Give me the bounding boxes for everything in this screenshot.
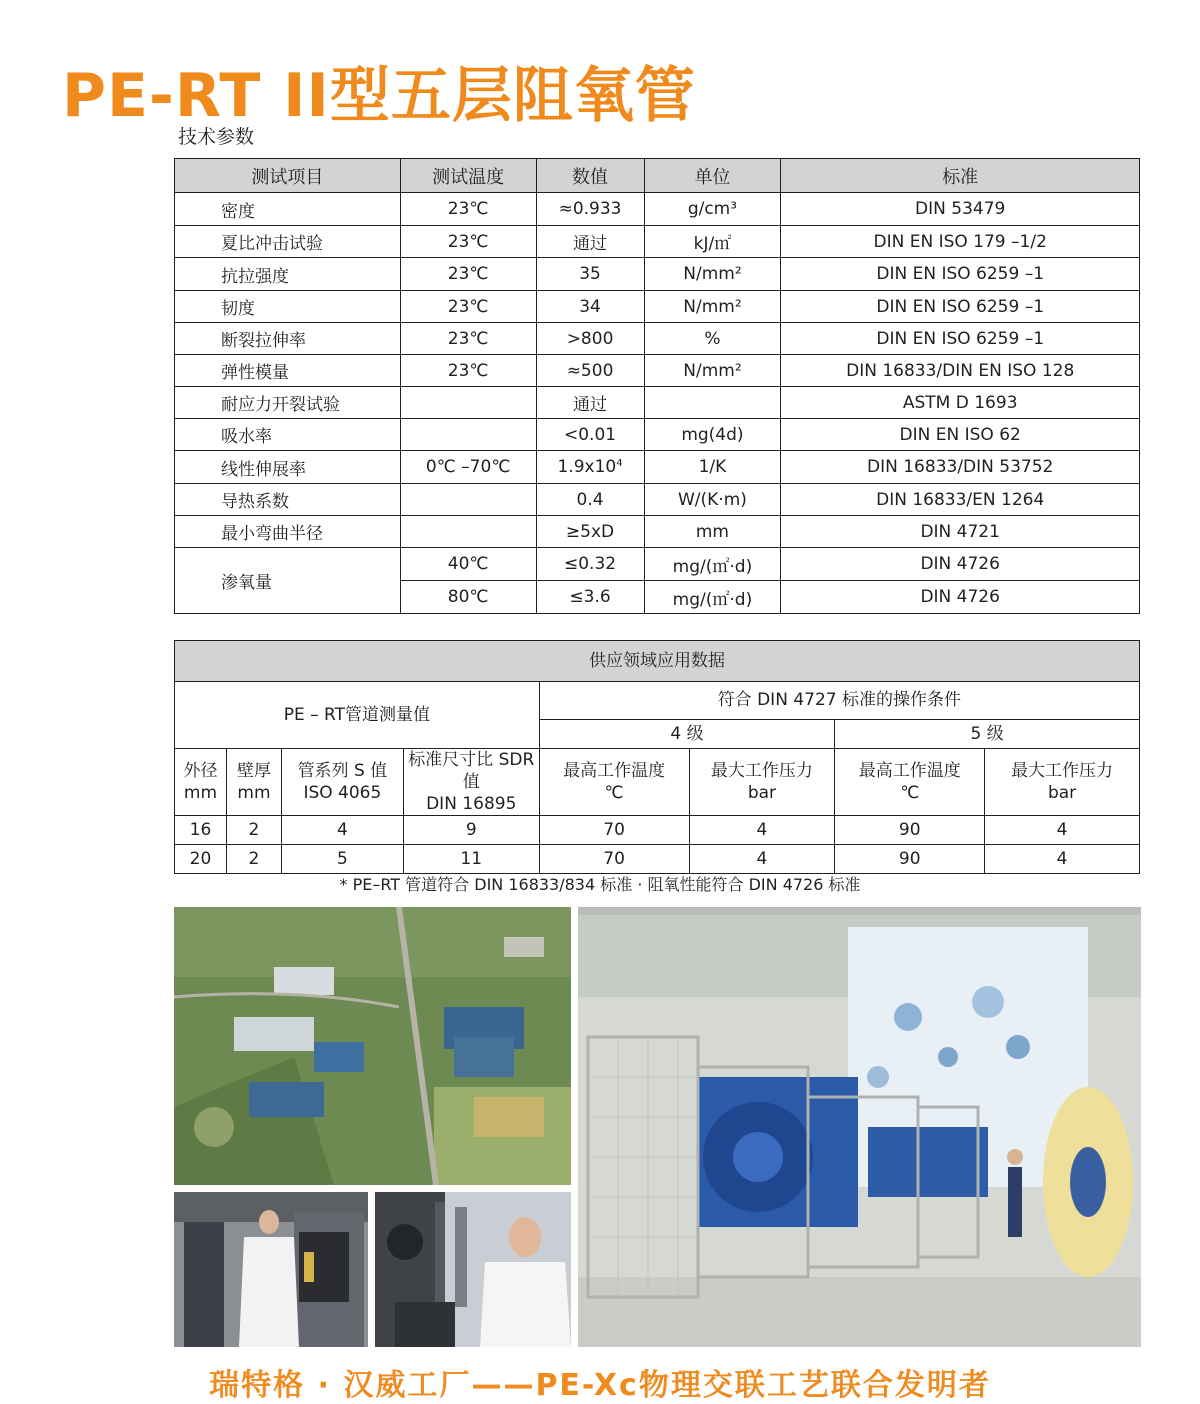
spec-unit: mg(4d) (644, 419, 781, 451)
table-cell: 4 (985, 845, 1140, 874)
column-header-unit: bar (1047, 783, 1077, 803)
spec-item: 韧度 (175, 291, 401, 323)
spec-standard: DIN 16833/DIN 53752 (781, 451, 1140, 484)
spec-temp: 23℃ (400, 193, 536, 226)
production-line-photo (578, 907, 1141, 1347)
spec-temp (400, 387, 536, 419)
spec-standard: DIN EN ISO 6259 –1 (781, 258, 1140, 291)
column-header (226, 749, 281, 816)
spec-standard: DIN 4726 (781, 581, 1140, 614)
table-cell: 11 (403, 845, 539, 874)
spec-standard: DIN EN ISO 62 (781, 419, 1140, 451)
footnote: * PE–RT 管道符合 DIN 16833/834 标准 · 阻氧性能符合 DIN 4726 标准 (339, 875, 861, 894)
spec-value-exponent: 4 (616, 458, 623, 469)
spec-value: ≥5xD (536, 516, 644, 548)
spec-row (175, 516, 1140, 548)
spec-item: 导热系数 (175, 484, 401, 516)
spec-item: 渗氧量 (175, 548, 401, 614)
spec-value-text: 1.9x10 (557, 457, 617, 477)
spec-unit: % (644, 323, 781, 355)
spec-row (175, 323, 1140, 355)
table-cell: 16 (175, 816, 227, 845)
spec-unit: mg/(㎡·d) (644, 548, 781, 581)
spec-row (175, 291, 1140, 323)
spec-value: ≤0.32 (536, 548, 644, 581)
spec-value: ≈0.933 (536, 193, 644, 226)
spec-row (175, 258, 1140, 291)
spec-value: <0.01 (536, 419, 644, 451)
column-header-unit: DIN 16895 (426, 794, 517, 814)
spec-temp (400, 516, 536, 548)
table-cell: 20 (175, 845, 227, 874)
class-5-label: 5 级 (835, 719, 1140, 748)
spec-item: 耐应力开裂试验 (175, 387, 401, 419)
spec-item: 弹性模量 (175, 355, 401, 387)
spec-temp (400, 484, 536, 516)
spec-header-cell: 测试项目 (175, 159, 401, 193)
spec-value: 通过 (536, 387, 644, 419)
spec-temp: 23℃ (400, 258, 536, 291)
spec-temp: 0℃ –70℃ (400, 451, 536, 484)
table-cell: 90 (835, 816, 985, 845)
table-cell: 70 (539, 845, 689, 874)
spec-item: 夏比冲击试验 (175, 226, 401, 258)
spec-row (175, 387, 1140, 419)
table-cell: 5 (281, 845, 403, 874)
spec-row (175, 193, 1140, 226)
spec-header-cell: 数值 (536, 159, 644, 193)
spec-item: 断裂拉伸率 (175, 323, 401, 355)
spec-item: 最小弯曲半径 (175, 516, 401, 548)
spec-header-cell: 标准 (781, 159, 1140, 193)
aerial-factory-photo (174, 907, 571, 1185)
tagline: 瑞特格 · 汉威工厂——PE-Xc物理交联工艺联合发明者 (209, 1368, 991, 1403)
spec-row (175, 484, 1140, 516)
column-header (175, 749, 227, 816)
section-label: 技术参数 (178, 126, 255, 148)
spec-header-cell: 单位 (644, 159, 781, 193)
spec-item: 密度 (175, 193, 401, 226)
spec-row (175, 419, 1140, 451)
spec-unit (644, 387, 781, 419)
column-header-label: 外径 (183, 761, 218, 781)
spec-temp: 23℃ (400, 323, 536, 355)
spec-value (536, 451, 644, 484)
column-header-unit: mm (237, 783, 271, 803)
column-header-label: 最高工作温度 (563, 761, 666, 781)
spec-standard: DIN 16833/EN 1264 (781, 484, 1140, 516)
column-header (281, 749, 403, 816)
spec-item: 吸水率 (175, 419, 401, 451)
spec-standard: DIN 4726 (781, 548, 1140, 581)
spec-unit: 1/K (644, 451, 781, 484)
spec-value: >800 (536, 323, 644, 355)
spec-row (175, 451, 1140, 484)
table-cell: 4 (689, 845, 835, 874)
spec-standard: DIN EN ISO 6259 –1 (781, 323, 1140, 355)
column-header (835, 749, 985, 816)
pert-measure-group: PE – RT管道测量值 (175, 682, 540, 749)
spec-value: 35 (536, 258, 644, 291)
spec-unit: mg/(㎡·d) (644, 581, 781, 614)
spec-standard: DIN 4721 (781, 516, 1140, 548)
table-cell: 70 (539, 816, 689, 845)
spec-value: ≤3.6 (536, 581, 644, 614)
spec-value: 通过 (536, 226, 644, 258)
spec-row (175, 226, 1140, 258)
spec-standard: DIN EN ISO 179 –1/2 (781, 226, 1140, 258)
column-header-unit: ℃ (604, 783, 624, 803)
lab-cabinet-photo (174, 1192, 368, 1347)
column-header-label: 管系列 S 值 (297, 761, 388, 781)
class-4-label: 4 级 (539, 719, 835, 748)
column-header-unit: bar (747, 783, 777, 803)
table-row (175, 845, 1140, 874)
column-header-label: 壁厚 (236, 761, 271, 781)
spec-value: 34 (536, 291, 644, 323)
application-band: 供应领域应用数据 (175, 641, 1140, 682)
spec-item: 线性伸展率 (175, 451, 401, 484)
spec-row (175, 355, 1140, 387)
spec-standard: DIN 53479 (781, 193, 1140, 226)
spec-temp: 40℃ (400, 548, 536, 581)
spec-unit: N/mm² (644, 291, 781, 323)
spec-header-row (175, 159, 1140, 193)
table-cell: 2 (226, 816, 281, 845)
column-header (403, 749, 539, 816)
spec-temp: 23℃ (400, 226, 536, 258)
din4727-group: 符合 DIN 4727 标准的操作条件 (539, 682, 1139, 720)
table-cell: 90 (835, 845, 985, 874)
column-header (689, 749, 835, 816)
spec-table (174, 158, 1140, 614)
table-cell: 4 (689, 816, 835, 845)
spec-standard: ASTM D 1693 (781, 387, 1140, 419)
column-header-label: 最高工作温度 (858, 761, 961, 781)
page-title: PE-RT II型五层阻氧管 (62, 61, 696, 131)
spec-unit: mm (644, 516, 781, 548)
table-row (175, 816, 1140, 845)
spec-standard: DIN EN ISO 6259 –1 (781, 291, 1140, 323)
spec-temp: 23℃ (400, 355, 536, 387)
spec-row-oxygen (175, 548, 1140, 581)
column-header (985, 749, 1140, 816)
spec-temp: 80℃ (400, 581, 536, 614)
spec-unit: g/cm³ (644, 193, 781, 226)
table-cell: 4 (281, 816, 403, 845)
column-header-unit: ℃ (900, 783, 920, 803)
table-cell: 9 (403, 816, 539, 845)
column-header-unit: mm (183, 783, 218, 803)
spec-value: ≈500 (536, 355, 644, 387)
spec-item: 抗拉强度 (175, 258, 401, 291)
spec-unit: N/mm² (644, 355, 781, 387)
spec-standard: DIN 16833/DIN EN ISO 128 (781, 355, 1140, 387)
spec-value: 0.4 (536, 484, 644, 516)
technician-photo (375, 1192, 571, 1347)
column-header-label: 最大工作压力 (710, 761, 813, 781)
spec-unit: kJ/㎡ (644, 226, 781, 258)
column-header-label: 最大工作压力 (1011, 761, 1114, 781)
table-cell: 2 (226, 845, 281, 874)
column-header-unit: ISO 4065 (303, 783, 382, 803)
table-cell: 4 (985, 816, 1140, 845)
spec-header-cell: 测试温度 (400, 159, 536, 193)
column-header-label: 标准尺寸比 SDR 值 (408, 750, 535, 792)
spec-temp (400, 419, 536, 451)
column-header-row (175, 749, 1140, 816)
column-header (539, 749, 689, 816)
application-table (174, 640, 1140, 874)
spec-temp: 23℃ (400, 291, 536, 323)
spec-unit: W/(K·m) (644, 484, 781, 516)
spec-unit: N/mm² (644, 258, 781, 291)
